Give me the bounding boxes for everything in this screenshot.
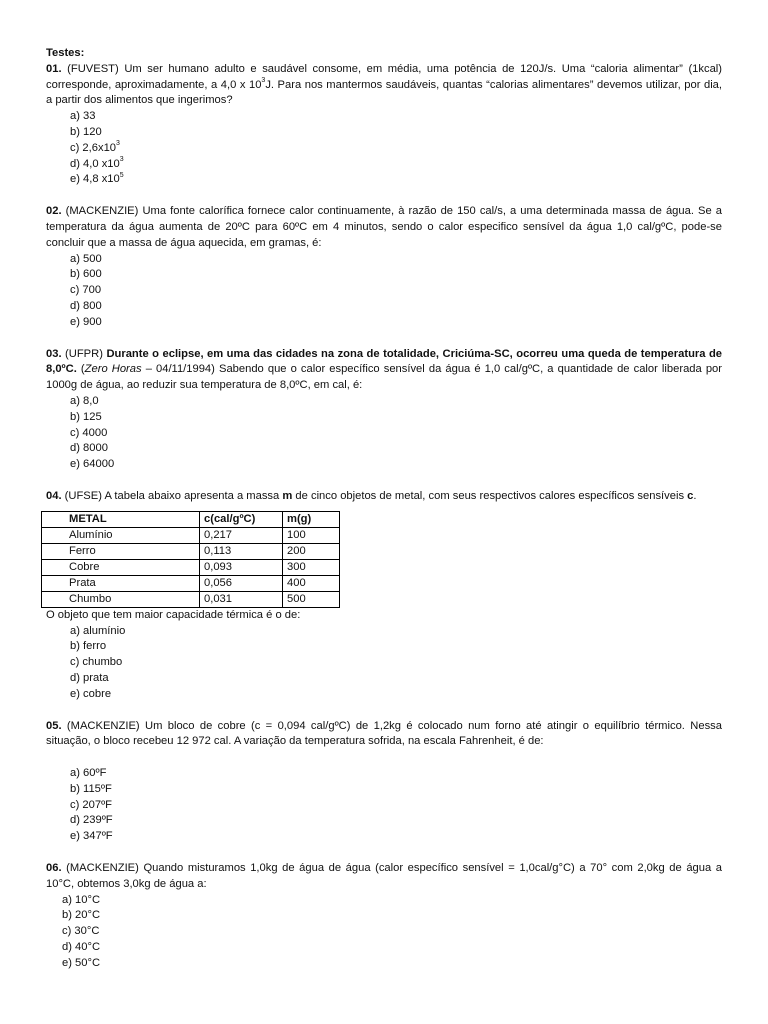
table-row	[42, 543, 340, 559]
option: d) 800	[70, 299, 102, 312]
table-cell: 0,056	[200, 575, 283, 591]
option: d) 239ºF	[70, 814, 113, 827]
table-cell: 300	[283, 559, 340, 575]
table-row	[42, 591, 340, 607]
option: b) 115ºF	[70, 782, 112, 795]
question-5	[46, 719, 722, 751]
table-cell: Alumínio	[42, 527, 200, 543]
option: a) 60ºF	[70, 767, 107, 780]
table-header: c(cal/gºC)	[200, 511, 283, 527]
option: d) 4,0 $x10^3$	[70, 155, 124, 170]
question-6	[46, 861, 722, 893]
bold-symbol-m: m	[282, 489, 293, 502]
option: d) 40°C	[62, 941, 101, 954]
question-source: (MACKENZIE)	[65, 205, 139, 218]
table-row	[42, 559, 340, 575]
question-4-prompt: O objeto que tem maior capacidade térmica é o de:	[46, 608, 301, 621]
question-1	[46, 62, 722, 109]
question-text: Um bloco de cobre (c = 0,094 cal/gºC) de 1,2kg é colocado num forno até atingir o equilíbrio térmico. Nessa situação, o bloco recebeu 12 972 cal. A variação da temperatura sofrida, na escala Fahrenheit, é de:	[46, 719, 722, 748]
option: b) ferro	[70, 640, 107, 653]
superscript: 3	[261, 76, 266, 84]
options-list	[70, 109, 722, 188]
table-cell: 0,031	[200, 591, 283, 607]
document-content	[46, 46, 722, 972]
table-header-row	[42, 511, 340, 527]
question-number: 05.	[46, 719, 62, 732]
citation-source: Zero Horas	[84, 363, 142, 376]
option: e) 900	[70, 315, 102, 328]
table-cell: Cobre	[42, 559, 200, 575]
question-3: 03. (UFPR) Durante o eclipse, em uma das cidades na zona de totalidade, Criciúma-SC, ocorreu uma queda de temperatura de 8,0ºC. (Zero Horas – 04/11/1994) Sabendo que o calor específico sensível da água é 1,0 cal/gºC, a quantidade de calor liberada por 1000g de água, ao reduzir sua temperatura de 8,0ºC, em cal, é:	[46, 347, 723, 392]
options-list	[70, 394, 722, 473]
question-text: J. Para nos mantermos saudáveis, quantas “calorias alimentares” devemos utilizar, por dia, a partir dos alimentos que ingerimos?	[46, 78, 723, 107]
table-row	[42, 527, 340, 543]
option: b) 600	[70, 268, 102, 281]
option: a) 8,0	[70, 394, 99, 407]
question-text: de cinco objetos de metal, com seus respectivos calores específicos sensíveis	[295, 489, 685, 502]
option: c) 4000	[70, 426, 108, 439]
table-cell: Chumbo	[42, 591, 200, 607]
question-source: (MACKENZIE)	[66, 719, 140, 732]
table-cell: Prata	[42, 575, 200, 591]
question-number: 06.	[46, 862, 62, 875]
table-cell: 200	[283, 543, 340, 559]
question-number: 01.	[46, 62, 62, 75]
question-4: 04. (UFSE) A tabela abaixo apresenta a massa m de cinco objetos de metal, com seus respectivos calores específicos sensíveis c.	[46, 489, 697, 502]
option: e) cobre	[70, 687, 112, 700]
question-source: (FUVEST)	[67, 62, 119, 75]
options-list	[70, 624, 722, 703]
option: b) 20°C	[62, 909, 101, 922]
question-source: (MACKENZIE)	[66, 862, 139, 875]
option: b) 125	[70, 410, 102, 423]
table-cell: 0,093	[200, 559, 283, 575]
question-source: (UFPR)	[65, 347, 103, 360]
bold-symbol-c: c	[687, 489, 694, 502]
option: c) 700	[70, 284, 102, 297]
metal-table	[41, 511, 340, 608]
heading: Testes:	[46, 47, 85, 59]
options-list	[62, 893, 722, 972]
table-cell: 0,217	[200, 527, 283, 543]
option: a) 10°C	[62, 893, 101, 906]
question-bold-text: Durante o eclipse, em uma das cidades na zona de totalidade, Criciúma-SC, ocorreu uma queda de temperatura de 8,0ºC.	[46, 347, 723, 376]
table-row	[42, 575, 340, 591]
option: d) prata	[70, 671, 109, 684]
option: a) alumínio	[70, 624, 126, 637]
option: a) 33	[70, 110, 96, 123]
option: b) 120	[70, 125, 102, 138]
table-header: METAL	[42, 511, 200, 527]
question-2	[46, 204, 722, 251]
table-header: m(g)	[283, 511, 340, 527]
option: e) 347ºF	[70, 830, 113, 843]
options-list	[70, 252, 722, 331]
question-text: A tabela abaixo apresenta a massa	[104, 489, 280, 502]
option: e) 64000	[70, 458, 115, 471]
question-number: 03.	[46, 347, 62, 360]
question-text: Uma fonte calorífica fornece calor continuamente, à razão de 150 cal/s, a uma determinada massa de água. Se a temperatura da água aumenta de 20ºC para 60ºC em 4 minutos, sendo o calor especifico sensível da água 1,0 cal/gºC, pode-se concluir que a massa de água aquecida, em gramas, é:	[46, 205, 723, 249]
question-text: Sabendo que o calor específico sensível da água é 1,0 cal/gºC, a quantidade de calor liberada por 1000g de água, ao reduzir sua temperatura de 8,0ºC, em cal, é:	[46, 363, 722, 392]
question-number: 02.	[46, 205, 62, 218]
table-cell: 400	[283, 575, 340, 591]
table-cell: 500	[283, 591, 340, 607]
option: c) 207ºF	[70, 798, 113, 811]
option: e) 50°C	[62, 956, 101, 969]
table-cell: 100	[283, 527, 340, 543]
option: c) chumbo	[70, 656, 123, 669]
option: e) 4,8 $x10^5$	[70, 171, 124, 186]
citation-date: – 04/11/1994)	[145, 363, 215, 376]
question-text: Quando misturamos 1,0kg de água de água (calor específico sensível = 1,0cal/g°C) a 70° com 2,0kg de água a 10°C, obtemos 3,0kg de água a:	[46, 862, 722, 890]
question-source: (UFSE)	[64, 489, 102, 502]
table-cell: Ferro	[42, 543, 200, 559]
option: a) 500	[70, 252, 102, 265]
option: c) 30°C	[62, 925, 100, 938]
question-number: 04.	[46, 489, 62, 502]
option: d) 8000	[70, 442, 108, 455]
table-cell: 0,113	[200, 543, 283, 559]
option: c) $2,6x10^3$	[70, 140, 120, 154]
options-list	[70, 766, 722, 845]
question-text: Um ser humano adulto e saudável consome, em média, uma potência de 120J/s. Uma “caloria alimentar” (1kcal) corresponde, aproximadamente, a 4,0 x 10	[46, 62, 723, 91]
